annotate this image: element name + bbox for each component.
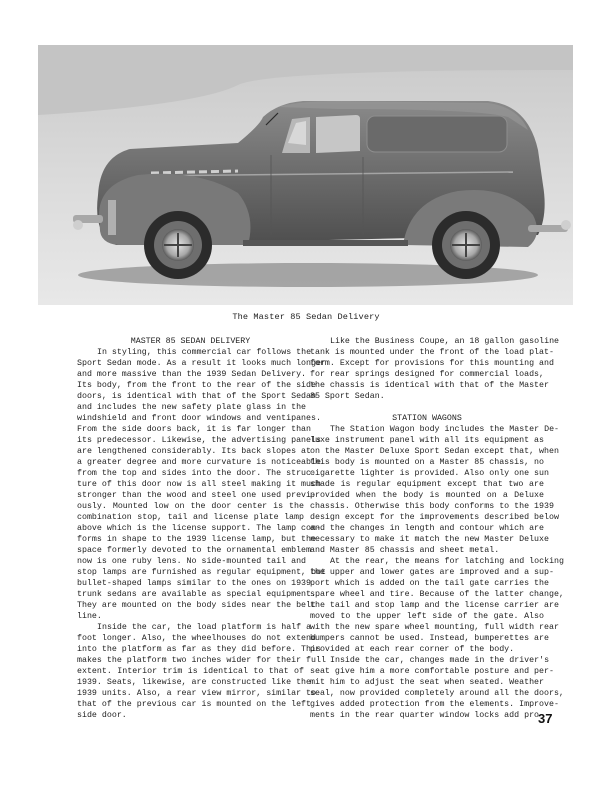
spacer <box>310 402 544 413</box>
text-line: side door. <box>77 711 127 720</box>
text-line: and more massive than the 1939 Sedan Delivery. <box>77 370 307 379</box>
text-line: From the side doors back, it is far longer than <box>77 425 312 434</box>
text-line: and includes the new safety plate glass in the <box>77 403 307 412</box>
text-line: forms in shape to the 1939 license lamp, but the <box>77 535 316 544</box>
text-line: stronger than the wood and steel one used previ- <box>77 491 316 500</box>
text-line: provided when the body is mounted on a Deluxe <box>310 491 544 500</box>
page-number: 37 <box>538 711 553 726</box>
text-line: Inside the car, changes made in the driver's <box>330 656 550 665</box>
text-line: They are mounted on the body sides near the belt <box>77 601 316 610</box>
text-line: are lengthened considerably. Its back slopes at <box>77 447 312 456</box>
text-line: Inside the car, the load platform is half a <box>97 623 312 632</box>
text-line: design except for the improvements described below <box>310 513 559 522</box>
left-column <box>77 336 326 721</box>
text-line: that of the previous car is mounted on the left <box>77 700 312 709</box>
text-line: cigarette lighter is provided. Also only one sun <box>310 469 549 478</box>
text-line: luxe instrument panel with all its equipment as <box>310 436 545 445</box>
text-line: its predecessor. Likewise, the advertising panels <box>77 436 321 445</box>
text-line: windshield and front door windows and ventipanes. <box>77 414 321 423</box>
text-line: tank is mounted under the front of the load plat- <box>310 348 554 357</box>
text-line: the tail and stop lamp and the license carrier are <box>310 601 559 610</box>
text-line: space formerly devoted to the ornamental emblem <box>77 546 312 555</box>
text-line: combination stop, tail and license plate lamp <box>77 513 304 522</box>
section-heading: STATION WAGONS <box>392 414 462 423</box>
car-photo <box>38 45 573 305</box>
text-line: into the platform as far as they did before. This <box>77 645 321 654</box>
text-line: and Master 85 chassis and sheet metal. <box>310 546 500 555</box>
text-line: makes the platform two inches wider for their full <box>77 656 326 665</box>
text-line: 85 Sport Sedan. <box>310 392 385 401</box>
text-line: Its body, from the front to the rear of the side <box>77 381 316 390</box>
text-line: ture of this door now is all steel making it much <box>77 480 321 489</box>
text-line: above which is the license support. The lamp con- <box>77 524 321 533</box>
text-line: for rear springs designed for commercial loads, <box>310 370 545 379</box>
text-line: line. <box>77 612 102 621</box>
text-line: bullet-shaped lamps similar to the ones on 1939 <box>77 579 312 588</box>
text-line: the upper and lower gates are improved and a sup- <box>310 568 554 577</box>
text-line: Like the Business Coupe, an 18 gallon gasoline <box>330 337 560 346</box>
text-line: In styling, this commercial car follows the <box>97 348 312 357</box>
text-line: mit him to adjust the seat when seated. Weather <box>310 678 545 687</box>
text-line: provided at each rear corner of the body. <box>310 645 515 654</box>
text-line: a greater degree and more curvature is noticeable <box>77 458 321 467</box>
section-heading: MASTER 85 SEDAN DELIVERY <box>130 337 251 346</box>
text-line: necessary to make it match the new Master Deluxe <box>310 535 549 544</box>
text-line: foot longer. Also, the wheelhouses do not extend <box>77 634 316 643</box>
text-line: stop lamps are furnished as regular equipment, but <box>77 568 326 577</box>
text-line: form. Except for provisions for this mounting and <box>310 359 554 368</box>
text-line: The Station Wagon body includes the Master De- <box>330 425 560 434</box>
text-line: and the changes in length and contour which are <box>310 524 545 533</box>
text-line: extent. Interior trim is identical to that of <box>77 667 304 676</box>
text-line: shade is regular equipment except that two are <box>310 480 544 489</box>
text-line: chassis. Otherwise this body conforms to the 1939 <box>310 502 554 511</box>
text-line: moved to the upper left side of the gate. Also <box>310 612 544 621</box>
text-line: At the rear, the means for latching and locking <box>330 557 565 566</box>
text-line: 1939 units. Also, a rear view mirror, similar to <box>77 689 316 698</box>
text-line: this body is mounted on a Master 85 chassis, no <box>310 458 545 467</box>
sedan-delivery-illustration <box>38 45 573 305</box>
text-line: Sport Sedan mode. As a result it looks much longer <box>77 359 326 368</box>
text-line: trunk sedans are available as special equipment. <box>77 590 316 599</box>
text-line: seal, now provided completely around all the doors, <box>310 689 564 698</box>
text-line: bumpers cannot be used. Instead, bumperettes are <box>310 634 549 643</box>
text-line: doors, is identical with that of the Sport Sedan <box>77 392 316 401</box>
text-line: 1939. Seats, likewise, are constructed like the <box>77 678 312 687</box>
text-line: from the top and sides into the door. The struc- <box>77 469 316 478</box>
text-line: now is one ruby lens. No side-mounted tail and <box>77 557 307 566</box>
photo-caption: The Master 85 Sedan Delivery <box>232 312 380 322</box>
text-line: ously. Mounted low on the door center is the <box>77 502 304 511</box>
text-line: port which is added on the tail gate carries the <box>310 579 549 588</box>
text-line: on the Master Deluxe Sport Sedan except that, when <box>310 447 559 456</box>
text-line: the chassis is identical with that of the Master <box>310 381 549 390</box>
text-line: with the new spare wheel mounting, full width rear <box>310 623 559 632</box>
text-line: gives added protection from the elements. Improve- <box>310 700 559 709</box>
text-line: spare wheel and tire. Because of the latter change, <box>310 590 564 599</box>
text-line: ments in the rear quarter window locks add pro- <box>310 711 545 720</box>
text-line: seat give him a more comfortable posture and per- <box>310 667 554 676</box>
